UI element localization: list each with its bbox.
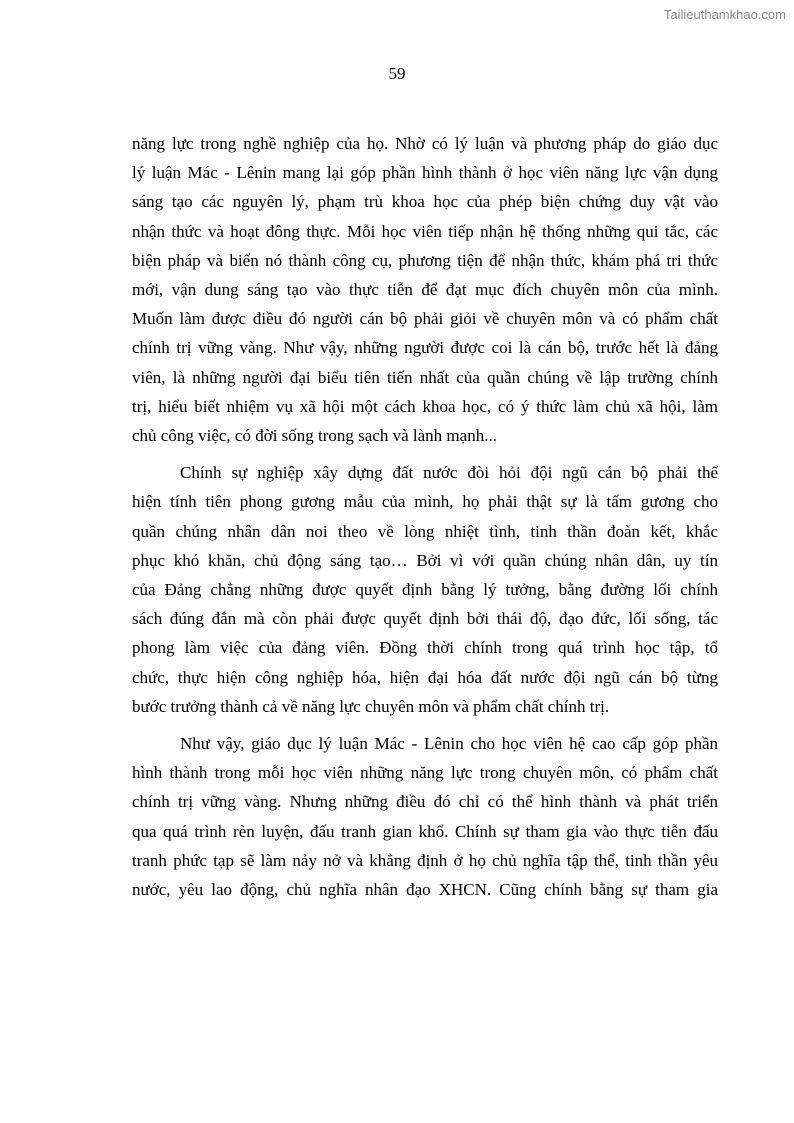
text-line: quần chúng nhân dân noi theo về lòng nhiệt tình, tinh thần đoàn kết, khắc bbox=[132, 521, 718, 541]
text-line: nhận thức và hoạt đông thực. Mỗi học viên tiếp nhận hệ thống những qui tắc, các bbox=[132, 221, 718, 241]
text-line: Muốn làm được điều đó người cán bộ phải giỏi về chuyên môn và có phẩm chất bbox=[132, 309, 718, 329]
text-line: hiện tính tiên phong gương mẫu của mình, họ phải thật sự là tấm gương cho bbox=[132, 492, 718, 512]
text-line: sách đúng đắn mà còn phải được quyết định bởi thái độ, đạo đức, lối sống, tác bbox=[132, 609, 718, 629]
text-line: chức, thực hiện công nghiệp hóa, hiện đại hóa đất nước đội ngũ cán bộ từng bbox=[132, 667, 718, 687]
page-number: 59 bbox=[388, 64, 406, 83]
text-line: mới, vận dung sáng tạo vào thực tiễn để đạt mục đích chuyên môn của mình. bbox=[132, 280, 718, 300]
text-line: trị, hiểu biết nhiệm vụ xã hội một cách khoa học, có ý thức làm chủ xã hội, làm bbox=[132, 396, 718, 416]
paragraph-3 bbox=[132, 729, 718, 904]
text-line: tranh phức tạp sẽ làm nảy nở và khẳng định ở họ chủ nghĩa tập thể, tinh thần yêu bbox=[132, 850, 718, 870]
text-line: phục khó khăn, chủ động sáng tạo… Bởi vì với quần chúng nhân dân, uy tín bbox=[132, 550, 718, 570]
paragraph-2 bbox=[132, 458, 718, 721]
text-line: chính trị vững vàng. Như vậy, những người được coi là cán bộ, trước hết là đảng bbox=[132, 338, 718, 358]
text-line: năng lực trong nghề nghiệp của họ. Nhờ có lý luận và phương pháp do giáo dục bbox=[132, 134, 718, 153]
text-line: nước, yêu lao động, chủ nghĩa nhân đạo XHCN. Cũng chính bằng sự tham gia bbox=[132, 880, 718, 900]
paragraph-1 bbox=[132, 129, 718, 450]
text-line: phong làm việc của đảng viên. Đồng thời chính trong quá trình học tập, tổ bbox=[132, 638, 718, 658]
text-line: hình thành trong mỗi học viên những năng lực trong chuyên môn, có phẩm chất bbox=[132, 763, 718, 783]
watermark-text: Tailieuthamkhao.com bbox=[663, 7, 786, 22]
text-line: chính trị vững vàng. Nhưng những điều đó chỉ có thể hình thành và phát triển bbox=[132, 792, 718, 812]
text-line: chủ công việc, có đời sống trong sạch và lành mạnh... bbox=[132, 426, 497, 446]
text-line: viên, là những người đại biểu tiên tiến nhất của quần chúng về lập trường chính bbox=[132, 367, 718, 387]
text-line: lý luận Mác - Lênin mang lại góp phần hình thành ở học viên năng lực vận dụng bbox=[132, 163, 718, 183]
text-line: biện pháp và biến nó thành công cụ, phương tiện để nhận thức, khám phá tri thức bbox=[132, 250, 718, 270]
text-line: bước trưởng thành cả về năng lực chuyên môn và phẩm chất chính trị. bbox=[132, 696, 610, 716]
text-line: Như vậy, giáo dục lý luận Mác - Lênin cho học viên hệ cao cấp góp phần bbox=[180, 734, 718, 754]
body-text bbox=[132, 129, 718, 904]
text-line: của Đảng chẳng những được quyết định bằng lý tưởng, bằng đường lối chính bbox=[132, 580, 718, 600]
text-line: qua quá trình rèn luyện, đấu tranh gian khổ. Chính sự tham gia vào thực tiễn đấu bbox=[132, 821, 718, 841]
text-line: Chính sự nghiệp xây dựng đất nước đòi hỏi đội ngũ cán bộ phải thể bbox=[180, 463, 718, 483]
text-line: sáng tạo các nguyên lý, phạm trù khoa học của phép biện chứng duy vật vào bbox=[132, 192, 718, 212]
